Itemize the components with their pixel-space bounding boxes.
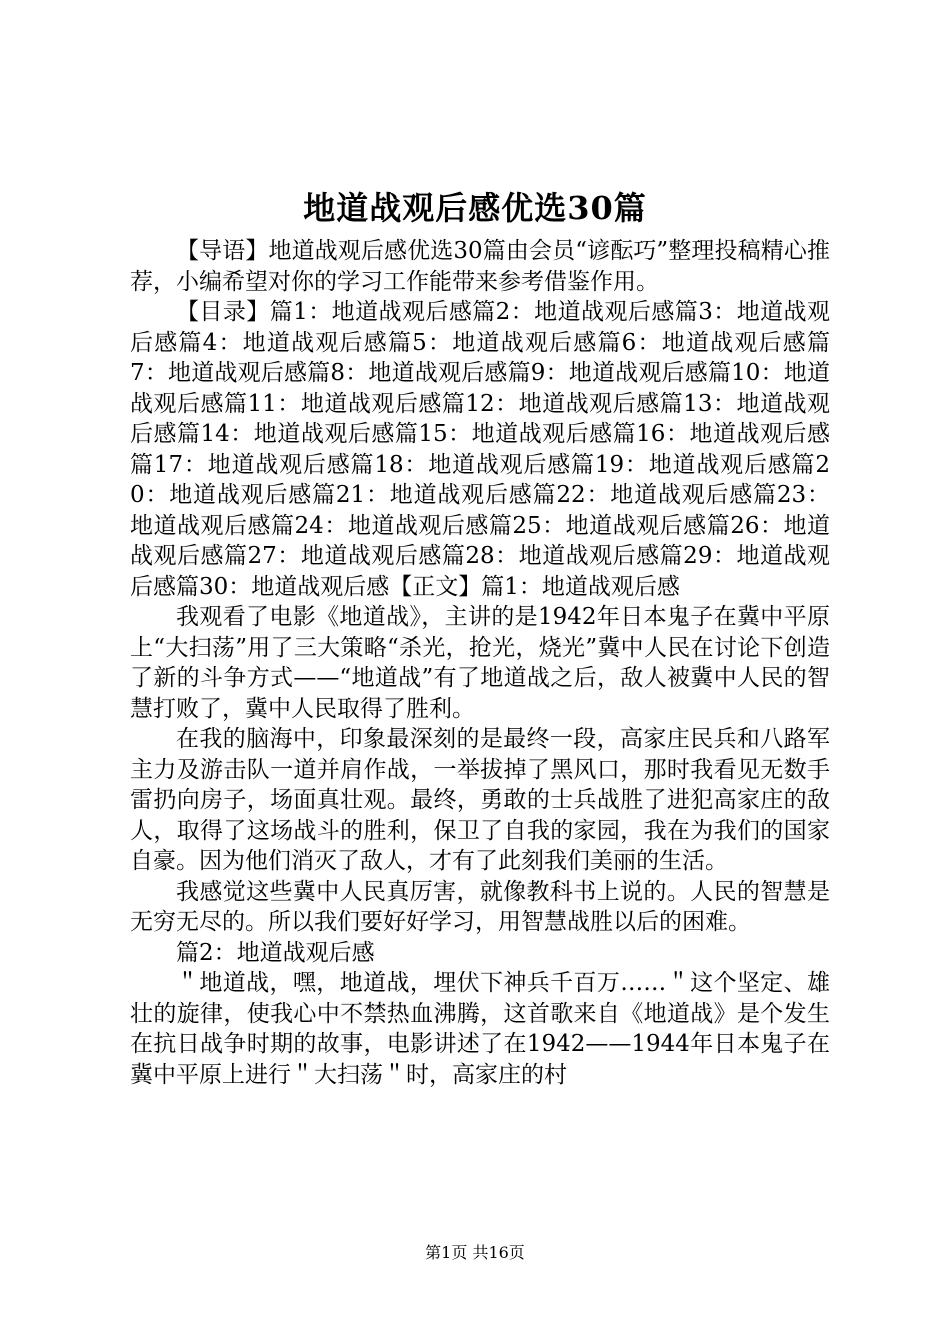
section-heading: 篇2：地道战观后感 [176, 939, 375, 966]
toc-paragraph: 【目录】篇1：地道战观后感篇2：地道战观后感篇3：地道战观后感篇4：地道战观后感篇5：地道战观后感篇6：地道战观后感篇7：地道战观后感篇8：地道战观后感篇9：地道战观后感篇10：地道战观后感篇11：地道战观后感篇12：地道战观后感篇13：地道战观后感篇14：地道战观后感篇15：地道战观后感篇16：地道战观后感篇17：地道战观后感篇18：地道战观后感篇19：地道战观后感篇20：地道战观后感篇21：地道战观后感篇22：地道战观后感篇23：地道战观后感篇24：地道战观后感篇25：地道战观后感篇26：地道战观后感篇27：地道战观后感篇28：地道战观后感篇29：地道战观后感篇30：地道战观后感【正文】篇1：地道战观后感 [130, 299, 830, 600]
document-body [130, 236, 830, 1090]
intro-paragraph: 【导语】地道战观后感优选30篇由会员“谚酝巧”整理投稿精心推荐，小编希望对你的学习工作能带来参考借鉴作用。 [130, 238, 830, 295]
body-paragraph: 在我的脑海中，印象最深刻的是最终一段，高家庄民兵和八路军主力及游击队一道并肩作战，一举拔掉了黑风口，那时我看见无数手雷扔向房子，场面真壮观。最终，勇敢的士兵战胜了进犯高家庄的敌人，取得了这场战斗的胜利，保卫了自我的家园，我在为我们的国家自豪。因为他们消灭了敌人，才有了此刻我们美丽的生活。 [130, 726, 830, 874]
body-paragraph: 我观看了电影《地道战》，主讲的是1942年日本鬼子在冀中平原上“大扫荡”用了三大策略“杀光，抢光，烧光”冀中人民在讨论下创造了新的斗争方式——“地道战”有了地道战之后，敌人被冀中人民的智慧打败了，冀中人民取得了胜利。 [130, 604, 830, 722]
body-paragraph: ＂地道战，嘿，地道战，埋伏下神兵千百万……＂这个坚定、雄壮的旋律，使我心中不禁热血沸腾，这首歌来自《地道战》是个发生在抗日战争时期的故事，电影讲述了在1942——1944年日本鬼子在冀中平原上进行＂大扫荡＂时，高家庄的村 [130, 970, 830, 1088]
page-footer: 第1页 共16页 [425, 1243, 525, 1262]
body-paragraph: 我感觉这些冀中人民真厉害，就像教科书上说的。人民的智慧是无穷无尽的。所以我们要好好学习，用智慧战胜以后的困难。 [130, 878, 830, 935]
document-title: 地道战观后感优选30篇 [303, 189, 647, 227]
